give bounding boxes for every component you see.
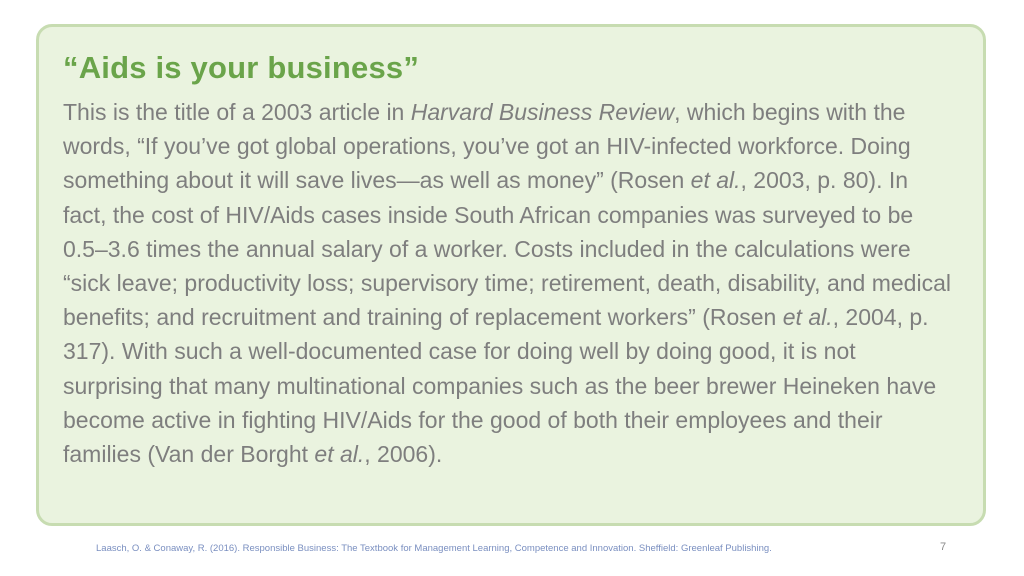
body-text-3: , 2003, p. 80). In fact, the cost of HIV/Aids cases inside South African companies was surveyed to be 0.5–3.6 times the annual salary of a worker. Costs included in the calculations were “sick leave; productivity loss; supervisory time; retirement, death, disability, and medical benefits; and recruitment and training of replacement workers” (Rosen	[63, 167, 951, 331]
case-box-title: “Aids is your business”	[63, 50, 420, 85]
body-text-1: This is the title of a 2003 article in	[63, 99, 411, 125]
body-text-4: , 2004, p. 317). With such a well-documented case for doing well by doing good, it is not surprising that many multinational companies such as the beer brewer Heineken have become active in fighting HIV/Aids for the good of both their employees and their families (Van der Borght	[63, 304, 937, 468]
body-text-2: , which begins with the words, “If you’ve got global operations, you’ve got an HIV-infected workforce. Doing something about it will save lives—as well as money” (Rosen	[63, 99, 911, 194]
footer-citation: Laasch, O. & Conaway, R. (2016). Responsible Business: The Textbook for Management Learning, Competence and Innovation. Sheffield: Greenleaf Publishing.	[96, 543, 772, 554]
body-text-5: , 2006).	[364, 441, 443, 468]
page-number: 7	[940, 541, 947, 553]
body-journal-title: Harvard Business Review	[410, 99, 675, 125]
body-et-al-3: et al.	[314, 441, 365, 468]
body-et-al-2: et al.	[782, 304, 833, 331]
case-box	[36, 24, 986, 526]
case-box-body	[63, 95, 957, 471]
body-et-al-1: et al.	[690, 167, 741, 194]
